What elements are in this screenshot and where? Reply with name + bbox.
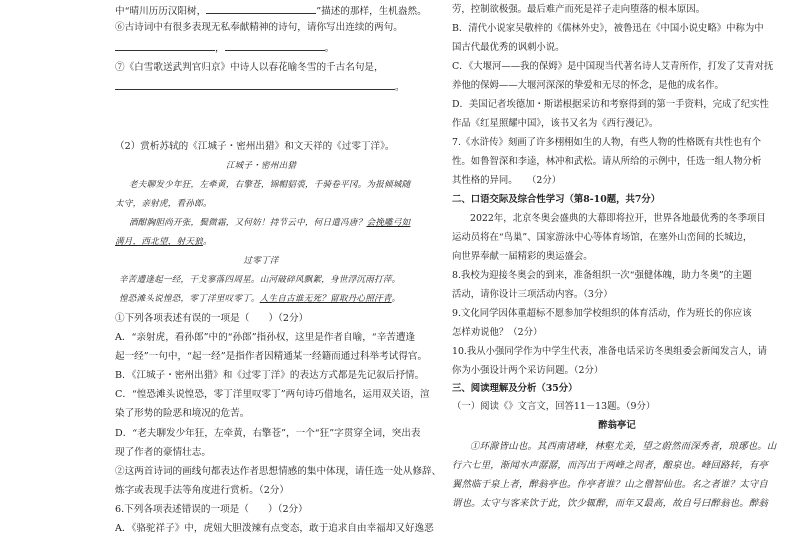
answer-blank[interactable] (115, 80, 395, 90)
essay-line: 翼然临于泉上者，醉翁亭也。作亭者谁？山之僧智仙也。名之者谁？太守自 (452, 479, 768, 490)
question-9: 9.文化同学因体重超标不愿参加学校组织的体育活动，作为班长的你应该 (452, 308, 752, 319)
answer-blank[interactable] (115, 41, 215, 51)
question-6: 6.下列各项表述错误的一项是（ ）（2分） (115, 504, 308, 515)
question-2-heading: （2）赏析苏轼的《江城子・密州出猎》和文天祥的《过零丁洋》。 (115, 141, 395, 152)
reading-intro: （一）阅读《》文言文，回答11－13题。（9分） (452, 401, 656, 412)
answer-blank[interactable] (225, 41, 325, 51)
question-7-cont: 其性格的异同。 （2分） (452, 175, 562, 186)
essay-title: 醉翁亭记 (598, 420, 636, 431)
question-10-cont: 你为小强设计两个采访问题。（2分） (452, 365, 604, 376)
fill-line-1 (115, 4, 427, 18)
poem-1-line: 老夫聊发少年狂，左牵黄，右擎苍，锦帽貂裘，千骑卷平冈。为报倾城随 (129, 180, 411, 190)
text: ”描述的那样，生机盎然。 (316, 6, 427, 17)
option-d: D．美国记者埃德加・斯诺根据采访和考察得到的第一手资料，完成了纪实性 (452, 99, 769, 110)
option-d-cont: 作品《红星照耀中国》，该书又名为《西行漫记》。 (452, 118, 659, 129)
option-a-cont: 劳，控制欲极强。最后难产而死是祥子走向堕落的根本原因。 (452, 4, 706, 15)
option-c: C．“惶恐滩头说惶恐，零丁洋里叹零丁”两句诗巧借地名，运用双关语，渲 (115, 389, 430, 400)
option-c-cont: 养他的保姆——大堰河深深的挚爱和无尽的怀念，是他的成名作。 (452, 80, 724, 91)
option-a: A．“亲射虎，看孙郎”中的“孙郎”指孙权，这里是作者自喻，“辛苦遭逢 (115, 332, 416, 343)
poem-1-line: 太守，亲射虎，看孙郎。 (115, 199, 212, 209)
sub-question-2: ②这两首诗词的画线句都表达作者思想情感的集中体现，请任选一处从修辞、 (115, 466, 442, 477)
option-b: B．清代小说家吴敬梓的《儒林外史》，被鲁迅在《中国小说史略》中称为中 (452, 23, 764, 34)
question-6-option-a: A．《骆驼祥子》中，虎妞大胆泼辣有点变态，敢于追求自由幸福却又好逸恶 (115, 523, 434, 534)
underlined-text: 人生自古谁无死？留取丹心照汗青 (259, 294, 392, 304)
option-c-cont: 染了形势的险恶和境况的危苦。 (115, 408, 250, 419)
text: 。 (202, 237, 212, 247)
text: 酒酣胸胆尚开张，鬓微霜，又何妨！持节云中，何日遣冯唐？ (129, 218, 367, 228)
sub-question-1: ①下列各项表述有误的一项是（ ）（2分） (115, 313, 309, 324)
poem-1-line (115, 236, 212, 248)
option-b: B．《江城子・密州出猎》和《过零丁洋》的表达方式都是先记叙后抒情。 (115, 370, 425, 381)
question-10: 10.我从小强同学作为中学生代表，准备电话采访冬奥组委会新闻发言人，请 (452, 346, 767, 357)
context-paragraph: 运动员将在“鸟巢”、国家游泳中心等体育场馆，在塞外山峦间的长城边， (452, 232, 753, 243)
essay-line: 谓也。太守与客来饮于此，饮少辄醉，而年又最高，故自号曰醉翁也。醉翁 (452, 498, 768, 509)
fill-line-3 (115, 80, 405, 94)
text: 。 (395, 82, 405, 93)
text: 。 (391, 294, 401, 304)
text: ， (215, 43, 225, 54)
context-paragraph: 向世界奉献一届精彩的奥运盛会。 (452, 251, 593, 262)
essay-line: ①环滁皆山也。其西南诸峰，林壑尤美，望之蔚然而深秀者，琅琊也。山 (470, 441, 777, 452)
text: 惶恐滩头说惶恐，零丁洋里叹零丁。 (119, 294, 260, 304)
option-a-cont: 起一经”一句中，“起一经”是指作者因精通某一经籍而通过科举考试得官。 (115, 351, 428, 362)
option-b-cont: 国古代最优秀的讽刺小说。 (452, 42, 565, 53)
question-7-cont: 性。如鲁智深和李逵，林冲和武松。请从所给的示例中，任选一组人物分析 (452, 156, 762, 167)
poem-1-title: 江城子・密州出猎 (225, 161, 297, 171)
poem-2-line (119, 293, 400, 305)
context-paragraph: 2022年，北京冬奥会盛典的大幕即将拉开，世界各地最优秀的冬季项目 (470, 213, 766, 224)
question-7-prompt: ⑦《白雪歌送武判官归京》中诗人以春花喻冬雪的千古名句是， (115, 62, 384, 73)
answer-blank[interactable] (206, 4, 316, 14)
option-d-cont: 现了作者的豪情壮志。 (115, 447, 211, 458)
question-6-prompt: ⑥古诗词中有很多表现无私奉献精神的诗句，请你写出连续的两句。 (115, 22, 403, 33)
poem-1-line (129, 217, 410, 229)
section-2-heading: 二、口语交际及综合性学习（第8-10题，共7分） (452, 194, 661, 205)
underlined-text: 会挽雕弓如 (366, 218, 411, 228)
poem-2-line: 辛苦遭逢起一经，干戈寥落四周星。山河破碎风飘絮，身世浮沉雨打萍。 (119, 275, 401, 285)
option-d: D．“老夫聊发少年狂，左牵黄，右擎苍”，一个“狂”字贯穿全词，突出表 (115, 428, 421, 439)
essay-line: 行六七里，渐闻水声潺潺，而泻出于两峰之间者，酿泉也。峰回路转，有亭 (452, 460, 768, 471)
section-3-heading: 三、阅读理解及分析（35分） (452, 383, 578, 394)
question-8-cont: 活动，请你设计三项活动内容。（3分） (452, 289, 613, 300)
poem-2-title: 过零丁洋 (243, 256, 279, 266)
text: 中“晴川历历汉阳树， (115, 6, 207, 17)
underlined-text: 满月，西北望，射天狼 (115, 237, 203, 247)
option-c: C．《大堰河——我的保姆》是中国现当代著名诗人艾青所作，打发了艾青对抚 (452, 61, 774, 72)
sub-question-2-cont: 炼字或表现手法等角度进行赏析。（2分） (115, 485, 289, 496)
text: 。 (324, 43, 335, 54)
question-7: 7.《水浒传》刻画了许多栩栩如生的人物，有些人物的性格既有共性也有个 (452, 137, 761, 148)
question-9-cont: 怎样劝说他？（2分） (452, 327, 543, 338)
question-8: 8.我校为迎接冬奥会的到来，准备组织一次“强健体魄，助力冬奥”的主题 (452, 270, 752, 281)
fill-line-2 (115, 41, 334, 55)
